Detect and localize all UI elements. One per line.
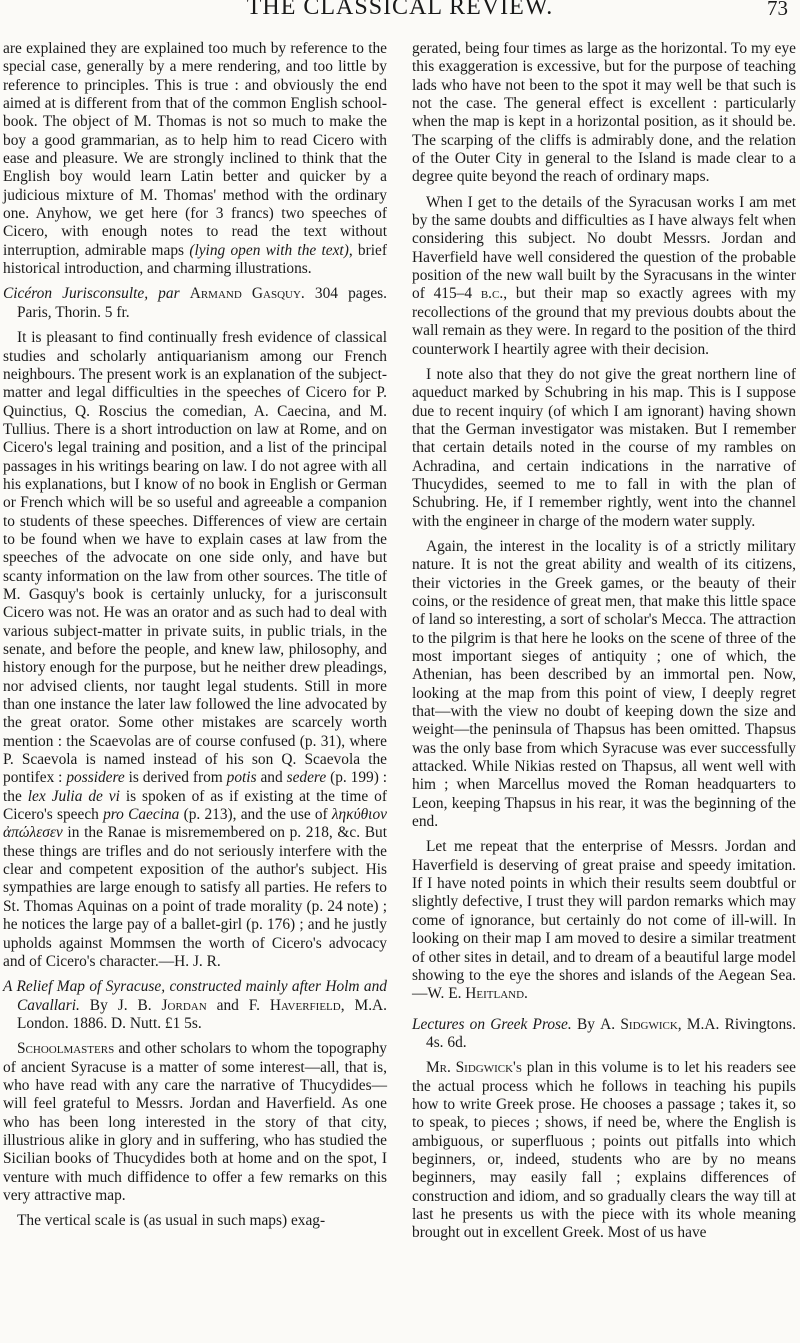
left-column: [3, 40, 387, 1238]
right-column: [412, 40, 796, 1250]
running-title: THE CLASSICAL REVIEW.: [246, 0, 554, 20]
paragraph-aqueduct: I note also that they do not give the great northern line of aqueduct marked by Schubring in his map. This is I suppose due to recent inquiry (of which I am ignorant) having shown that the German investigator was mistaken. But I remember that certain details noted in the course of my rambles on Achradina, and certain indications in the narrative of Thucydides, seemed to me to fall in with the plan of Schubring. He, if I remember rightly, went into the channel with the engineer in charge of the modern water supply.: [412, 365, 796, 530]
review-body-syracuse: Schoolmasters and other scholars to whom the topography of ancient Syracuse is a matter of some interest—all, that is, who have read with any care the narrative of Thucydides—will feel grateful to Messrs. Jordan and Haverfield. As one who has been long interested in the story of that city, illustrious alike in glory and in suffering, who has studied the Sicilian books of Thucydides both at home and on the spot, I venture with much diffidence to offer a few remarks on this very attractive map.: [3, 1040, 387, 1204]
review-heading-greek-prose: Lectures on Greek Prose. By A. Sidgwick, M.A. Rivingtons. 4s. 6d.: [412, 1015, 797, 1051]
review-body-ciceron: It is pleasant to find continually fresh evidence of classical studies and scholarly antiquarianism among our French neighbours. The present work is an explanation of the subject-matter and legal difficulties in the speeches of Cicero for P. Quinctius, Q. Roscius the comedian, A. Caecina, and M. Tullius. There is a short introduction on law at Rome, and on Cicero's legal training and position, and a list of the principal passages in his writings bearing on law. I do not agree with all his explanations, but I know of no book in English or German or French which will be so useful and agreeable a companion to students of these speeches. Differences of view are certain to be found when we have to explain cases at law from the speeches of the advocate on one side only, and have but scanty information on the law from other sources. The title of M. Gasquy's book is certainly unlucky, for a jurisconsult Cicero was not. He was an orator and as such had to deal with various subject-matter in private suits, in public trials, in the senate, and before the people, and knew law, philosophy, and history enough for the purpose, but he neither drew pleadings, nor advised clients, nor taught legal students. Still in more than one instance the later law followed the line advocated by the great orator. Some other mistakes are scarcely worth mention : the Scaevolas are of course confused (p. 31), where P. Scaevola is named instead of his son Q. Scaevola the pontifex : possidere is derived from potis and sedere (p. 199) : the lex Julia de vi is spoken of as if existing at the time of Cicero's speech pro Caecina (p. 213), and the use of ληκύθιον ἀπώλεσεν in the Ranae is misremembered on p. 218, &c. But these things are trifles and do not seriously interfere with the clear and competent exposition of the author's subject. His sympathies are large enough to satisfy all parties. He refers to St. Thomas Aquinas on a point of trade morality (p. 24 note) ; he notices the large pay of a ballet-girl (p. 176) ; and he justly upholds against Mommsen the worth of Cicero's advocacy and of Cicero's character.—H. J. R.: [3, 329, 387, 970]
paragraph-closing: Let me repeat that the enterprise of Messrs. Jordan and Haverfield is deserving of great praise and speedy imitation. If I have noted points in which their results seem doubtful or slightly defective, I trust they will pardon remarks which may come of ignorance, but certainly do not come of ill-will. In looking on their map I am moved to desire a similar treatment of other sites in detail, and to dream of a beautiful large model showing to the eye the shores and islands of the Aegean Sea.—W. E. Heitland.: [412, 838, 796, 1003]
page-number: 73: [767, 0, 788, 20]
paragraph-continued-right: gerated, being four times as large as the horizontal. To my eye this exaggeration is excessive, but for the purpose of teaching lads who have not been to the spot it may well be that such is not the case. The general effect is excellent : particularly when the map is kept in a horizontal position, as it should be. The scarping of the cliffs is admirably done, and the relation of the Outer City in general to the Island is made clear to a degree quite beyond the reach of ordinary maps.: [412, 40, 796, 186]
review-heading-syracuse: A Relief Map of Syracuse, constructed mainly after Holm and Cavallari. By J. B. Jordan and F. Haverfield, M.A. London. 1886. D. Nutt. £1 5s.: [3, 978, 388, 1032]
paragraph-syracusan-works: When I get to the details of the Syracusan works I am met by the same doubts and difficulties as I have always felt when considering this subject. No doubt Messrs. Jordan and Haverfield have well considered the question of the probable position of the new wall built by the Syracusans in the winter of 415–4 b.c., but their map so exactly agrees with my recollections of the ground that my previous doubts about the wall remain as they were. In regard to the position of the third counterwork I heartily agree with their decision.: [412, 193, 796, 358]
paragraph-continued: are explained they are explained too much by reference to the special case, generally by a mere rendering, and too little by reference to principles. This is true : and obviously the end aimed at is different from that of the common English school-book. The object of M. Thomas is not so much to make the boy a good grammarian, as to help him to read Cicero with ease and pleasure. We are strongly inclined to think that the English boy would learn Latin better and quicker by a judicious mixture of M. Thomas' method with the ordinary one. Anyhow, we get here (for 3 francs) two speeches of Cicero, with enough notes to read the text without interruption, admirable maps (lying open with the text), brief historical introduction, and charming illustrations.: [3, 40, 387, 278]
paragraph-vertical-scale: The vertical scale is (as usual in such maps) exag-: [17, 1212, 326, 1230]
page-header: [0, 0, 800, 26]
signature: W. E. Heitland.: [427, 985, 528, 1003]
review-body-greek-prose: Mr. Sidgwick's plan in this volume is to let his readers see the actual process which he follows in teaching his pupils how to write Greek prose. He chooses a passage ; takes it, so to speak, to pieces ; shows, if need be, where the English is ambiguous, or superfluous ; points out pitfalls into which beginners, or, indeed, students who are by no means beginners, may easily fall ; explains differences of construction and idiom, and so gradually clears the way till at last he presents us with the piece with its whole meaning brought out in excellent Greek. Most of us have: [412, 1059, 796, 1242]
paragraph-military: Again, the interest in the locality is of a strictly military nature. It is not the great ability and wealth of its citizens, their victories in the Greek games, or the beauty of their coins, or the residence of great men, that make this little space of land so interesting, a sort of scholar's Mecca. The attraction to the pilgrim is that here he looks on the scene of three of the most important sieges of antiquity ; one of which, the Athenian, has been described by an immortal pen. Now, looking at the map from this point of view, I deeply regret that—with the view no doubt of keeping down the size and weight—the peninsula of Thapsus has been omitted. Thapsus was the only base from which Syracuse was ever successfully attacked. While Nikias rested on Thapsus, all went well with him ; when Marcellus moved the Roman headquarters to Leon, keeping Thapsus in his rear, it was the beginning of the end.: [412, 537, 796, 831]
review-heading-ciceron: Cicéron Jurisconsulte, par Armand Gasquy. 304 pages. Paris, Thorin. 5 fr.: [3, 285, 387, 321]
